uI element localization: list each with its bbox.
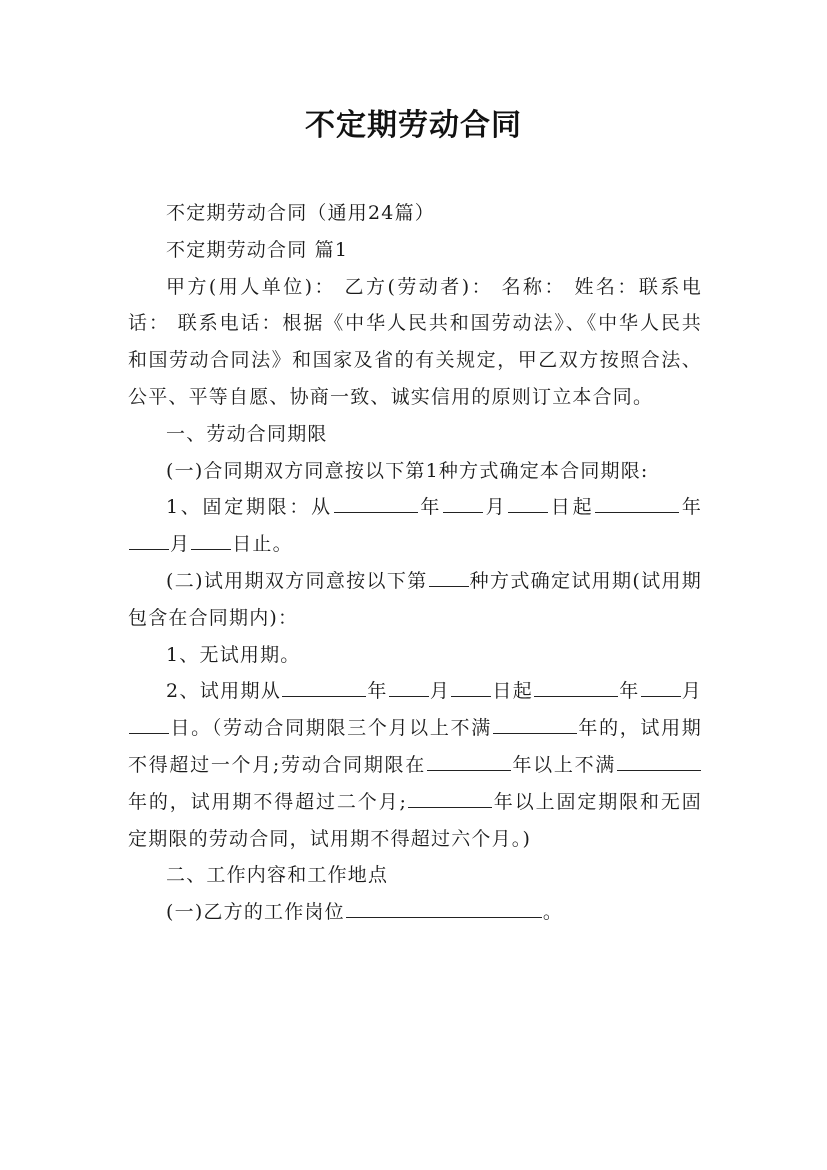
fixed-term-paragraph xyxy=(128,489,702,563)
probation-note-b: 年的，试用期不得超过一个月;劳动合同期限在 xyxy=(128,717,702,776)
subtitle-paragraph: 不定期劳动合同（通用24篇） xyxy=(166,202,435,224)
month-label: 月 xyxy=(484,496,508,519)
term-limit-blank-2 xyxy=(427,750,511,771)
start-day-blank xyxy=(508,492,548,513)
part-heading: 不定期劳动合同 篇1 xyxy=(166,238,349,261)
probation-note-e: 年以上固定期限和无固定期限的劳动合同，试用期不得超过六个月。) xyxy=(128,790,702,850)
probation-option-blank xyxy=(429,566,469,587)
term-limit-blank-3 xyxy=(617,750,701,771)
end-day-blank xyxy=(191,529,231,550)
day-end-label: 日止。 xyxy=(232,533,293,556)
day-start-label: 日起 xyxy=(492,680,534,703)
year-label: 年 xyxy=(619,680,640,703)
position-blank xyxy=(346,897,542,918)
end-month-blank xyxy=(129,529,169,550)
year-label: 年 xyxy=(367,680,388,703)
fixed-term-prefix: 1、固定期限：从 xyxy=(166,496,333,519)
month-label: 月 xyxy=(429,680,451,703)
month-label: 月 xyxy=(170,533,191,556)
probation-clause-suffix: 种方式确定试用期(试用期包含在合同期内)： xyxy=(128,569,702,629)
day-end-label: 日。 xyxy=(170,717,212,740)
probation-term-paragraph xyxy=(128,673,702,857)
probation-end-day-blank xyxy=(129,713,169,734)
clause1-paragraph: (一)合同期双方同意按以下第1种方式确定本合同期限: xyxy=(166,459,649,482)
year-label: 年 xyxy=(680,496,703,519)
probation-end-year-blank xyxy=(534,676,618,697)
month-label: 月 xyxy=(681,680,703,703)
probation-start-day-blank xyxy=(451,676,491,697)
position-suffix: 。 xyxy=(542,901,564,924)
parties-paragraph: 甲方(用人单位)： 乙方(劳动者)： 名称： 姓名：联系电话： 联系电话：根据《中华人民共和国劳动法》、《中华人民共和国劳动合同法》和国家及省的有关规定，甲乙双方按照合法、公平、平等自愿、协商一致、诚实信用的原则订立本合同。 xyxy=(128,275,702,408)
probation-note-c: 年以上不满 xyxy=(511,753,616,776)
start-month-blank xyxy=(443,492,483,513)
end-year-blank xyxy=(595,492,679,513)
year-label: 年 xyxy=(418,496,443,519)
day-start-label: 日起 xyxy=(549,496,595,519)
document-title: 不定期劳动合同 xyxy=(305,108,522,143)
section1-heading: 一、劳动合同期限 xyxy=(166,422,328,445)
position-prefix: (一)乙方的工作岗位 xyxy=(166,901,345,924)
term-limit-blank-4 xyxy=(408,787,492,808)
probation-end-month-blank xyxy=(641,676,681,697)
probation-clause-prefix: (二)试用期双方同意按以下第 xyxy=(166,569,428,592)
probation-term-prefix: 2、试用期从 xyxy=(166,680,282,703)
term-limit-blank-1 xyxy=(493,713,577,734)
position-paragraph xyxy=(128,894,702,931)
no-probation-paragraph: 1、无试用期。 xyxy=(166,643,301,666)
probation-note-a: （劳动合同期限三个月以上不满 xyxy=(211,717,492,740)
section2-heading: 二、工作内容和工作地点 xyxy=(166,864,389,887)
probation-start-month-blank xyxy=(389,676,429,697)
probation-start-year-blank xyxy=(282,676,366,697)
probation-clause-paragraph xyxy=(128,563,702,637)
document-body xyxy=(128,195,702,931)
start-year-blank xyxy=(334,492,418,513)
probation-note-d: 年的，试用期不得超过二个月; xyxy=(128,790,408,813)
